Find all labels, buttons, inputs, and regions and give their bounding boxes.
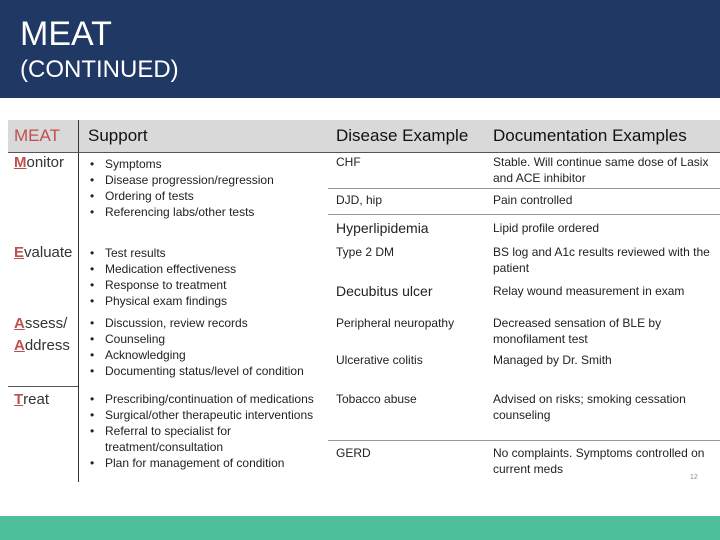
row-label-evaluate: Evaluate [14, 244, 73, 261]
header-disease-example: Disease Example [336, 126, 469, 145]
list-item: • Response to treatment [88, 277, 328, 293]
support-list-treat [88, 391, 328, 471]
row-divider [328, 214, 720, 215]
slide-subtitle: (CONTINUED) [20, 56, 179, 83]
documentation-example: Lipid profile ordered [493, 221, 600, 235]
list-item: • Acknowledging [88, 347, 328, 363]
list-item: • Referral to specialist for treatment/consultation [88, 423, 328, 455]
list-item: • Surgical/other therapeutic interventions [88, 407, 328, 423]
header-divider [8, 152, 720, 153]
disease-example: Ulcerative colitis [336, 353, 423, 367]
documentation-example: Relay wound measurement in exam [493, 284, 685, 298]
list-item: • Medication effectiveness [88, 261, 328, 277]
documentation-example: Pain controlled [493, 193, 573, 207]
list-item: • Plan for management of condition [88, 455, 328, 471]
slide-header [0, 0, 720, 98]
support-list-monitor [88, 156, 328, 220]
row-divider [328, 188, 720, 189]
list-item: • Disease progression/regression [88, 172, 328, 188]
page-number: 12 [690, 474, 698, 481]
list-item: • Discussion, review records [88, 315, 328, 331]
list-item: • Referencing labs/other tests [88, 204, 328, 220]
list-item: • Prescribing/continuation of medications [88, 391, 328, 407]
row-divider [8, 386, 78, 387]
support-list-evaluate [88, 245, 328, 309]
list-item: • Symptoms [88, 156, 328, 172]
list-item: • Physical exam findings [88, 293, 328, 309]
disease-example: Hyperlipidemia [336, 220, 429, 236]
documentation-example: No complaints. Symptoms controlled on current meds [493, 446, 705, 476]
disease-example: Peripheral neuropathy [336, 316, 455, 330]
disease-example: Type 2 DM [336, 245, 395, 259]
list-item: • Documenting status/level of condition [88, 363, 328, 379]
meat-table [8, 120, 720, 482]
disease-example: Decubitus ulcer [336, 283, 433, 299]
slide-footer-bar [0, 516, 720, 540]
row-label-assess-address: Assess/ Address [14, 315, 70, 354]
documentation-example: Advised on risks; smoking cessation counseling [493, 392, 686, 422]
header-support: Support [88, 126, 148, 145]
documentation-example: BS log and A1c results reviewed with the patient [493, 245, 710, 275]
slide-title: MEAT [20, 15, 112, 53]
row-label-monitor: Monitor [14, 154, 65, 171]
row-divider [328, 440, 720, 441]
list-item: • Test results [88, 245, 328, 261]
header-documentation-examples: Documentation Examples [493, 126, 687, 145]
disease-example: GERD [336, 446, 371, 460]
row-label-treat: Treat [14, 391, 50, 408]
disease-example: Tobacco abuse [336, 392, 417, 406]
header-meat: MEAT [14, 126, 60, 145]
support-list-assess [88, 315, 328, 379]
disease-example: CHF [336, 155, 361, 169]
list-item: • Ordering of tests [88, 188, 328, 204]
list-item: • Counseling [88, 331, 328, 347]
column-divider [78, 120, 79, 482]
disease-example: DJD, hip [336, 193, 383, 207]
documentation-example: Decreased sensation of BLE by monofilament test [493, 316, 662, 346]
documentation-example: Stable. Will continue same dose of Lasix and ACE inhibitor [493, 155, 709, 185]
documentation-example: Managed by Dr. Smith [493, 353, 612, 367]
